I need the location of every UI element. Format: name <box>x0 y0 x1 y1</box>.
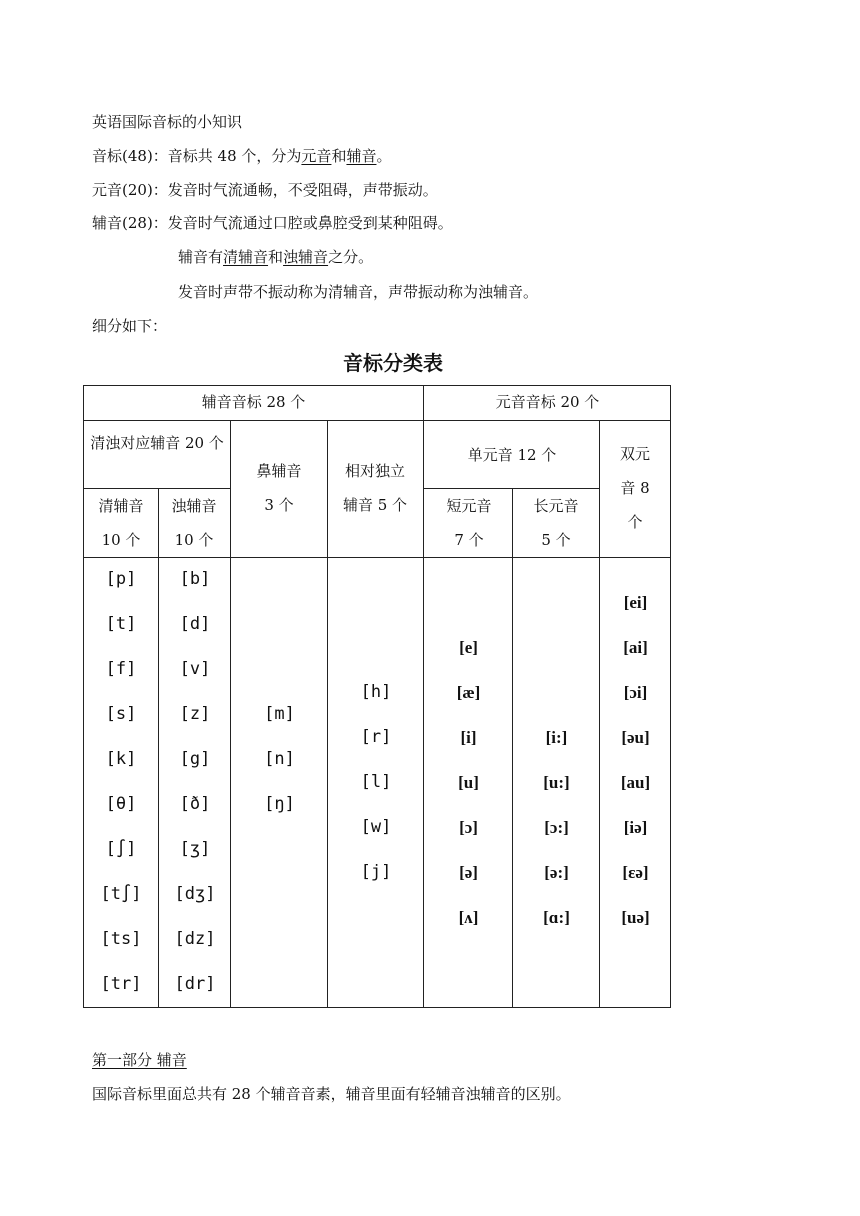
voiced-header: 浊辅音 10 个 <box>171 497 217 549</box>
consonant-types-end: 之分。 <box>328 248 374 266</box>
short-vowel-symbol: [ɔ] <box>459 818 478 837</box>
voiced-symbol: [b] <box>179 569 211 589</box>
independent-symbol: [w] <box>360 817 392 837</box>
long-vowel-symbol: [ɑ:] <box>543 908 570 927</box>
voiced-symbol: [g] <box>179 749 211 769</box>
short-vowel-symbol: [u] <box>458 773 479 792</box>
short-vowel-symbol: [ə] <box>459 863 478 882</box>
consonant-term: 辅音 <box>346 147 377 165</box>
voiced-symbol: [ʒ] <box>179 839 211 859</box>
consonant-definition: 辅音(28)：发音时气流通过口腔或鼻腔受到某种阻碍。 <box>92 214 453 232</box>
diphthong-symbol: [εə] <box>622 863 649 882</box>
voiceless-symbol: [s] <box>105 704 137 724</box>
diphthong-symbol: [ei] <box>623 593 648 612</box>
voiceless-symbol: [t] <box>105 614 137 634</box>
voiced-symbol: [dz] <box>174 929 216 949</box>
voiceless-symbol: [ts] <box>100 929 142 949</box>
voiced-term: 浊辅音 <box>283 248 329 266</box>
voiceless-symbol: [θ] <box>105 794 137 814</box>
independent-header: 相对独立辅音 5 个 <box>342 462 408 514</box>
diphthong-symbol: [uə] <box>621 908 650 927</box>
short-vowel-symbol: [ʌ] <box>458 908 479 927</box>
voiced-symbols <box>159 557 231 1007</box>
voiceless-symbol: [f] <box>105 659 137 679</box>
voiceless-symbols <box>83 557 159 1007</box>
phonetic-count-label: 音标(48)：音标共 48 个，分为 <box>92 147 302 165</box>
diphthong-header: 双元音 8 个 <box>619 445 650 531</box>
vowel-term: 元音 <box>301 147 332 165</box>
vowel-header: 元音音标 20 个 <box>495 393 600 411</box>
long-vowel-header: 长元音 5 个 <box>533 497 579 549</box>
voiced-symbol: [dʒ] <box>174 884 216 904</box>
voiceless-symbol: [p] <box>105 569 137 589</box>
long-vowel-symbol: [u:] <box>543 773 570 792</box>
independent-symbol: [l] <box>360 772 392 792</box>
voiceless-symbol: [k] <box>105 749 137 769</box>
voiced-symbol: [dr] <box>174 974 216 994</box>
diphthong-symbols <box>600 580 671 940</box>
nasal-symbol: [n] <box>264 749 295 769</box>
short-vowel-symbol: [i] <box>460 728 477 747</box>
short-vowel-symbols <box>424 625 513 940</box>
diphthong-symbol: [əu] <box>621 728 650 747</box>
short-vowel-header: 短元音 7 个 <box>446 497 492 549</box>
independent-symbol: [r] <box>360 727 392 747</box>
long-vowel-symbol: [ɔ:] <box>544 818 569 837</box>
consonant-header: 辅音音标 28 个 <box>201 393 306 411</box>
voiceless-symbol: [t∫] <box>100 884 142 904</box>
section-heading: 第一部分 辅音 <box>92 1051 187 1069</box>
voiced-symbol: [ð] <box>179 794 211 814</box>
table-title: 音标分类表 <box>343 351 443 375</box>
independent-symbols <box>328 670 424 895</box>
voiced-symbol: [v] <box>179 659 211 679</box>
period-text: 。 <box>376 147 392 165</box>
breakdown-label: 细分如下： <box>92 317 168 335</box>
vowel-definition: 元音(20)：发音时气流通畅，不受阻碍，声带振动。 <box>92 181 438 199</box>
monophthong-header: 单元音 12 个 <box>467 446 557 464</box>
voiceless-term: 清辅音 <box>223 248 269 266</box>
diphthong-symbol: [iə] <box>623 818 648 837</box>
section-text: 国际音标里面总共有 28 个辅音音素，辅音里面有轻辅音浊辅音的区别。 <box>92 1085 571 1103</box>
voiceless-symbol: [tr] <box>100 974 142 994</box>
diphthong-symbol: [au] <box>620 773 651 792</box>
voiceless-header: 清辅音 10 个 <box>98 497 144 549</box>
nasal-symbol: [ŋ] <box>264 794 295 814</box>
nasal-header: 鼻辅音 3 个 <box>256 462 302 514</box>
short-vowel-symbol: [e] <box>459 638 478 657</box>
long-vowel-symbol: [ə:] <box>544 863 569 882</box>
voicing-explanation: 发音时声带不振动称为清辅音，声带振动称为浊辅音。 <box>178 283 539 301</box>
intro-heading: 英语国际音标的小知识 <box>92 113 243 131</box>
and-text: 和 <box>268 248 284 266</box>
independent-symbol: [h] <box>360 682 392 702</box>
nasal-symbols <box>231 692 328 827</box>
and-text: 和 <box>331 147 347 165</box>
paired-consonant-header: 清浊对应辅音 20 个 <box>90 434 224 452</box>
diphthong-symbol: [ai] <box>623 638 648 657</box>
table-border-h1 <box>83 420 671 421</box>
independent-symbol: [j] <box>360 862 392 882</box>
voiceless-symbol: [∫] <box>105 839 137 859</box>
consonant-types-pre: 辅音有 <box>178 248 224 266</box>
short-vowel-symbol: [æ] <box>456 683 481 702</box>
phonetic-count-line <box>92 146 391 166</box>
voiced-symbol: [d] <box>179 614 211 634</box>
table-border-bottom <box>83 1007 671 1008</box>
diphthong-symbol: [ɔi] <box>623 683 648 702</box>
long-vowel-symbols <box>513 715 600 940</box>
nasal-symbol: [m] <box>264 704 295 724</box>
consonant-types-line <box>178 247 373 267</box>
phonetic-classification-table <box>83 385 671 1008</box>
voiced-symbol: [z] <box>179 704 211 724</box>
long-vowel-symbol: [i:] <box>545 728 568 747</box>
